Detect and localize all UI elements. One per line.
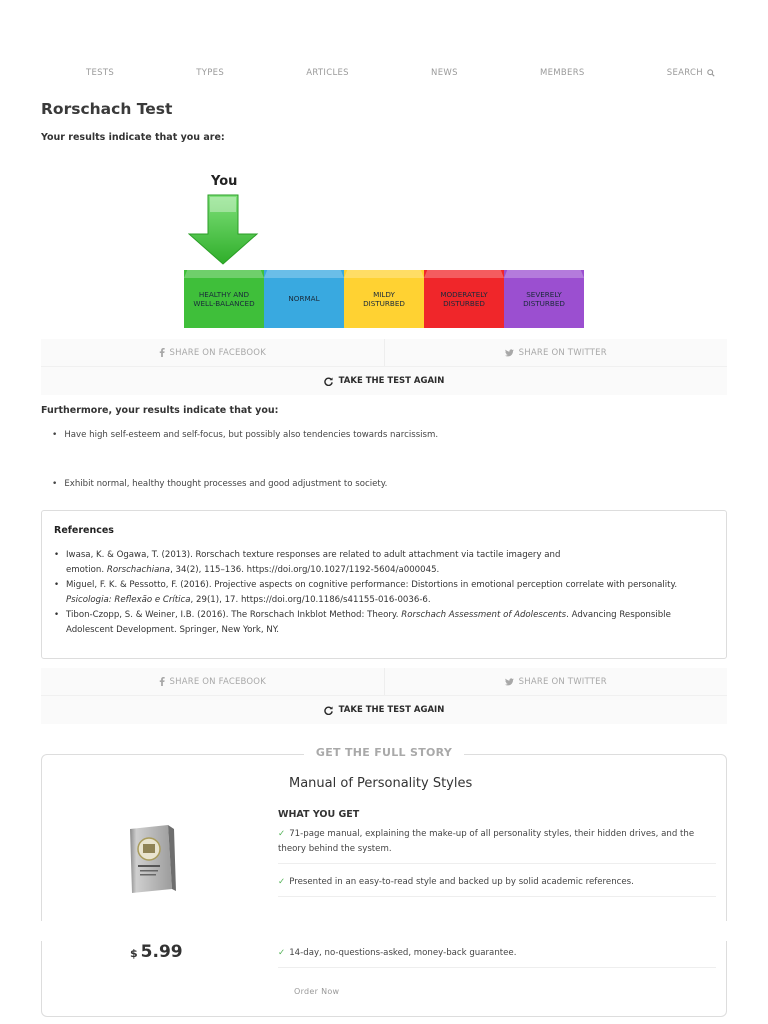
you-marker-label: You — [211, 174, 238, 189]
feature-item — [278, 875, 716, 897]
product-price — [130, 942, 183, 962]
full-story-heading: GET THE FULL STORY — [0, 746, 768, 759]
references-box — [41, 510, 727, 659]
scale-category-2 — [344, 270, 424, 328]
share-facebook-label: SHARE ON FACEBOOK — [169, 676, 266, 687]
share-facebook-button[interactable] — [41, 339, 384, 366]
twitter-icon — [505, 349, 514, 357]
refresh-icon — [324, 377, 333, 386]
nav-search[interactable] — [667, 68, 715, 78]
order-now-button[interactable]: Order Now — [294, 987, 340, 996]
price-amount: 5.99 — [140, 942, 183, 962]
what-you-get-heading: WHAT YOU GET — [278, 809, 360, 820]
nav-news[interactable]: NEWS — [431, 68, 458, 78]
result-item-text: Exhibit normal, healthy thought processes and good adjustment to society. — [64, 479, 388, 489]
search-icon — [707, 69, 715, 77]
scale-category-1 — [264, 270, 344, 328]
nav-members[interactable]: MEMBERS — [539, 68, 585, 78]
feature-text: 71-page manual, explaining the make-up of all personality styles, their hidden drives, and the theory behind the system. — [278, 829, 695, 854]
share-facebook-button[interactable] — [41, 668, 384, 695]
scale-category-3 — [424, 270, 504, 328]
further-results-heading: Furthermore, your results indicate that you: — [41, 405, 279, 416]
references-heading: References — [54, 525, 114, 536]
refresh-icon — [324, 706, 333, 715]
result-item: • Exhibit normal, healthy thought processes and good adjustment to society. — [52, 479, 388, 489]
results-intro: Your results indicate that you are: — [41, 132, 225, 143]
take-test-again-label: TAKE THE TEST AGAIN — [338, 705, 445, 715]
scale-category-0 — [184, 270, 264, 328]
share-panel — [41, 668, 727, 724]
price-currency: $ — [130, 947, 138, 960]
scale-category-label: SEVERELY DISTURBED — [523, 289, 565, 308]
take-test-again-label: TAKE THE TEST AGAIN — [338, 376, 445, 386]
result-item-text: Have high self-esteem and self-focus, but possibly also tendencies towards narcissism. — [64, 430, 439, 440]
page-title: Rorschach Test — [41, 100, 173, 118]
product-name: Manual of Personality Styles — [289, 776, 473, 791]
nav-articles[interactable]: ARTICLES — [306, 68, 349, 78]
feature-text: 14-day, no-questions-asked, money-back guarantee. — [289, 948, 517, 958]
book-cover-image — [128, 825, 176, 895]
reference-item: • Iwasa, K. & Ogawa, T. (2013). Rorschach texture responses are related to adult attachment via tactile imagery and emotion. Rorschachiana, 34(2), 115–136. https://doi.org/10.1027/1192-5604/a000045. — [54, 548, 714, 578]
share-twitter-label: SHARE ON TWITTER — [518, 347, 607, 358]
share-twitter-button[interactable] — [384, 339, 728, 366]
facebook-icon — [159, 677, 165, 686]
checkmark-icon: ✓ — [278, 829, 286, 839]
take-test-again-button[interactable] — [41, 367, 727, 395]
checkmark-icon: ✓ — [278, 877, 286, 887]
facebook-icon — [159, 348, 165, 357]
top-nav — [41, 68, 727, 78]
result-item: • Have high self-esteem and self-focus, but possibly also tendencies towards narcissism. — [52, 430, 439, 440]
scale-category-label: NORMAL — [288, 294, 320, 304]
share-twitter-button[interactable] — [384, 668, 728, 695]
take-test-again-button[interactable] — [41, 696, 727, 724]
share-twitter-label: SHARE ON TWITTER — [518, 676, 607, 687]
reference-item: • Miguel, F. K. & Pessotto, F. (2016). Projective aspects on cognitive performance: Distortions in emotional perception correlate with personality. Psicologia: Reflexão e Crítica, 29(1), 17. https://doi.org/10.1186/s41155-016-0036-6. — [54, 578, 714, 608]
feature-item — [278, 946, 716, 968]
scale-category-label: HEALTHY AND WELL-BALANCED — [193, 289, 255, 308]
feature-text: Presented in an easy-to-read style and backed up by solid academic references. — [289, 877, 634, 887]
nav-search-label: SEARCH — [666, 68, 703, 78]
scale-category-4 — [504, 270, 584, 328]
checkmark-icon: ✓ — [278, 948, 286, 958]
share-panel — [41, 339, 727, 395]
reference-item: • Tibon-Czopp, S. & Weiner, I.B. (2016). The Rorschach Inkblot Method: Theory. Rorschach Assessment of Adolescents. Advancing Responsible Adolescent Development. Springer, New York, NY. — [54, 608, 714, 638]
scale-category-label: MODERATELY DISTURBED — [440, 289, 488, 308]
arrow-down-icon — [188, 192, 260, 266]
scale-category-label: MILDY DISTURBED — [363, 289, 405, 308]
feature-item — [278, 827, 716, 864]
share-facebook-label: SHARE ON FACEBOOK — [169, 347, 266, 358]
nav-types[interactable]: TYPES — [196, 68, 225, 78]
twitter-icon — [505, 678, 514, 686]
nav-tests[interactable]: TESTS — [86, 68, 115, 78]
page-break — [41, 921, 727, 941]
